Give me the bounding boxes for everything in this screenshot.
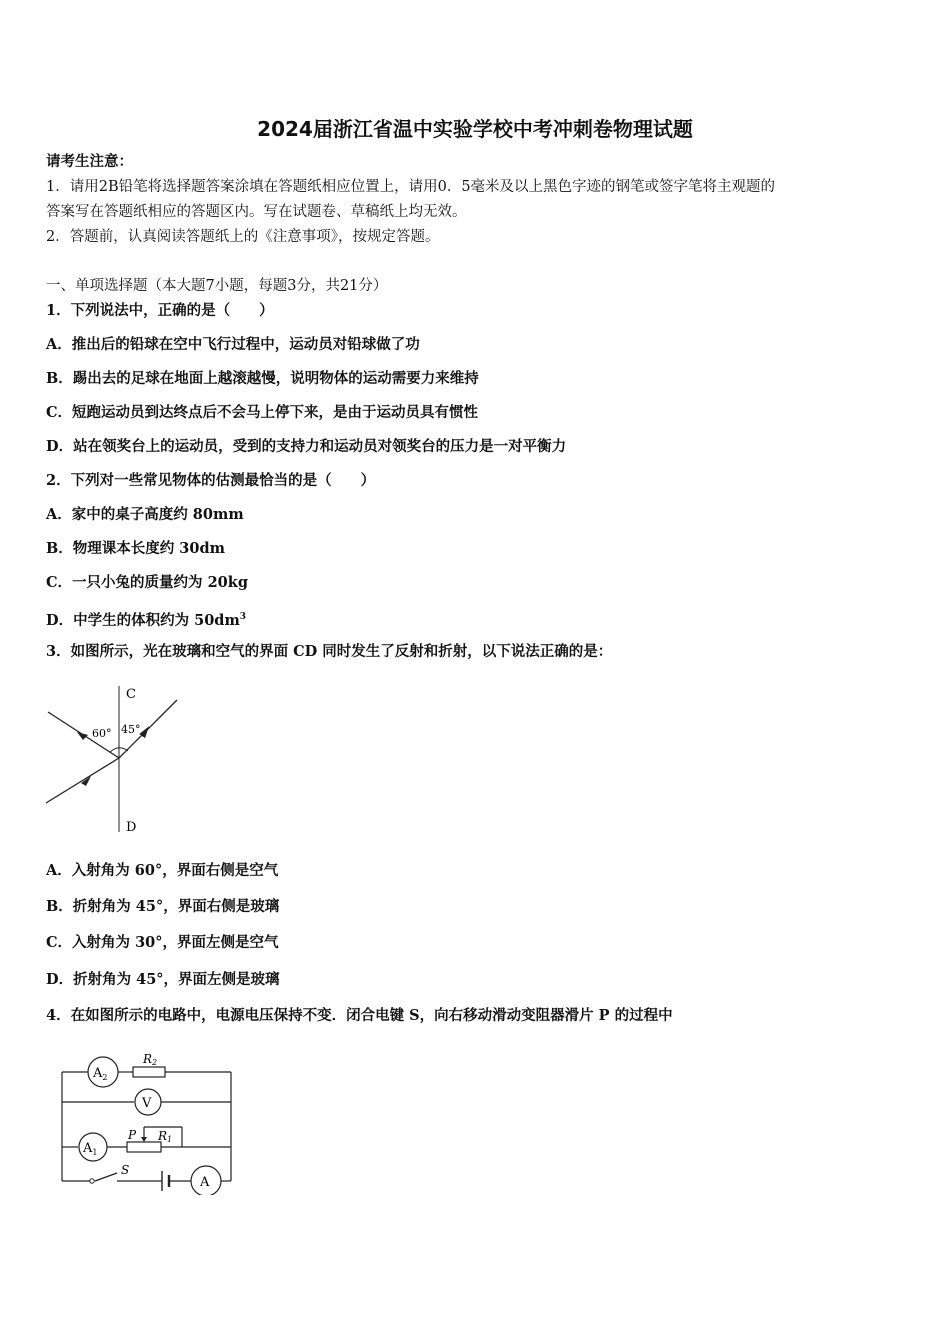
slider-arrow-icon <box>141 1137 147 1142</box>
question-2-stem: 2．下列对一些常见物体的估测最恰当的是（ ） <box>46 472 376 489</box>
circuit-diagram <box>55 1050 240 1195</box>
switch-s-label: S <box>121 1163 130 1177</box>
question-2-option-c: C．一只小兔的质量约为 20kg <box>46 574 248 591</box>
question-3-option-a: A．入射角为 60°，界面右侧是空气 <box>46 862 279 879</box>
section-heading: 一、单项选择题（本大题7小题，每题3分，共21分） <box>46 278 388 294</box>
rheostat-r1-label: R1 <box>158 1129 173 1144</box>
rheostat-r1 <box>127 1142 161 1152</box>
question-1-option-c: C．短跑运动员到达终点后不会马上停下来，是由于运动员具有惯性 <box>46 404 479 421</box>
notice-item-1-line-2: 答案写在答题纸相应的答题区内。写在试题卷、草稿纸上均无效。 <box>46 204 467 220</box>
question-1-option-a: A．推出后的铅球在空中飞行过程中，运动员对铅球做了功 <box>46 336 420 353</box>
notice-heading: 请考生注意： <box>46 153 133 170</box>
question-1-option-b: B．踢出去的足球在地面上越滚越慢，说明物体的运动需要力来维持 <box>46 370 479 387</box>
voltmeter-v-label: V <box>142 1096 152 1111</box>
question-2-option-d: D．中学生的体积约为 $50dm^3$ <box>46 611 247 629</box>
question-3-stem: 3．如图所示，光在玻璃和空气的界面 CD 同时发生了反射和折射，以下说法正确的是： <box>46 643 613 660</box>
question-3-option-c: C．入射角为 30°，界面左侧是空气 <box>46 934 279 951</box>
question-4-stem: 4．在如图所示的电路中，电源电压保持不变．闭合电键 S，向右移动滑动变阻器滑片 P 的过程中 <box>46 1007 673 1024</box>
ammeter-a1-label: $A_1$ <box>83 1141 98 1157</box>
question-1-option-d: D．站在领奖台上的运动员，受到的支持力和运动员对领奖台的压力是一对平衡力 <box>46 438 567 455</box>
resistor-r2-label: R2 <box>143 1052 158 1067</box>
refraction-diagram <box>40 682 190 837</box>
question-3-option-b: B．折射角为 45°，界面右侧是玻璃 <box>46 898 280 915</box>
slider-p-label: P <box>128 1128 137 1142</box>
superscript-3: 3 <box>239 612 247 622</box>
notice-item-1-line-1: 1．请用2B铅笔将选择题答案涂填在答题纸相应位置上，请用0．5毫米及以上黑色字迹的钢笔或签字笔将主观题的 <box>46 179 776 195</box>
ammeter-a2-label: $A_2$ <box>93 1066 108 1082</box>
ray-lower-left <box>46 758 119 803</box>
page-title: 2024届浙江省温中实验学校中考冲刺卷物理试题 <box>257 117 693 141</box>
angle-45-label: 45° <box>121 723 141 736</box>
question-2-option-a: A．家中的桌子高度约 80mm <box>46 506 244 523</box>
question-3-option-d: D．折射角为 45°，界面左侧是玻璃 <box>46 971 280 988</box>
question-1-stem: 1．下列说法中，正确的是（ ） <box>46 302 274 319</box>
question-2-option-b: B．物理课本长度约 30dm <box>46 540 225 557</box>
arrow-upper-left <box>77 732 88 740</box>
label-d: D <box>126 820 137 835</box>
label-c: C <box>126 687 136 702</box>
ammeter-a-label: A <box>200 1175 210 1190</box>
switch-s <box>95 1173 117 1181</box>
angle-60-label: 60° <box>92 727 112 740</box>
notice-item-2: 2．答题前，认真阅读答题纸上的《注意事项》，按规定答题。 <box>46 229 440 245</box>
resistor-r2 <box>133 1067 165 1077</box>
